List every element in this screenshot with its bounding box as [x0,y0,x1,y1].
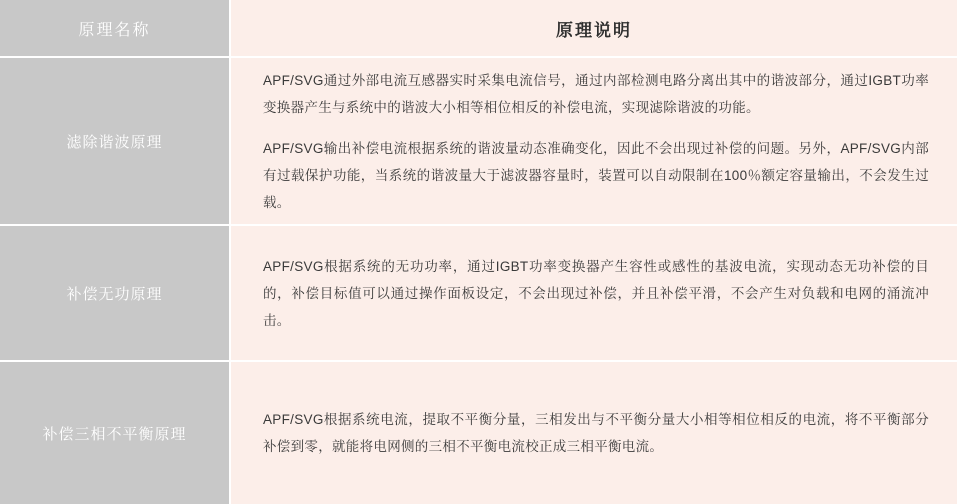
row-description-harmonic-filtering [231,58,957,224]
table-header-row [0,0,957,58]
table-row [0,226,957,362]
header-cell-name: 原理名称 [0,0,231,56]
table-row [0,362,957,504]
row-name-three-phase-unbalance: 补偿三相不平衡原理 [0,362,231,504]
table-row [0,58,957,226]
row-name-reactive-compensation: 补偿无功原理 [0,226,231,360]
paragraph: APF/SVG通过外部电流互感器实时采集电流信号，通过内部检测电路分离出其中的谐波部分，通过IGBT功率变换器产生与系统中的谐波大小相等相位相反的补偿电流，实现滤除谐波的功能。 [263,72,929,115]
header-cell-description: 原理说明 [231,0,957,56]
row-name-harmonic-filtering: 滤除谐波原理 [0,58,231,224]
paragraph: APF/SVG输出补偿电流根据系统的谐波量动态准确变化，因此不会出现过补偿的问题。另外，APF/SVG内部有过载保护功能，当系统的谐波量大于滤波器容量时，装置可以自动限制在100％额定容量输出，不会发生过载。 [263,140,929,210]
row-description-reactive-compensation [231,226,957,360]
row-description-three-phase-unbalance [231,362,957,504]
paragraph: APF/SVG根据系统电流，提取不平衡分量，三相发出与不平衡分量大小相等相位相反的电流，将不平衡部分补偿到零，就能将电网侧的三相不平衡电流校正成三相平衡电流。 [263,412,929,454]
paragraph: APF/SVG根据系统的无功功率，通过IGBT功率变换器产生容性或感性的基波电流，实现动态无功补偿的目的，补偿目标值可以通过操作面板设定，不会出现过补偿，并且补偿平滑，不会产生对负载和电网的涌流冲击。 [263,258,929,328]
